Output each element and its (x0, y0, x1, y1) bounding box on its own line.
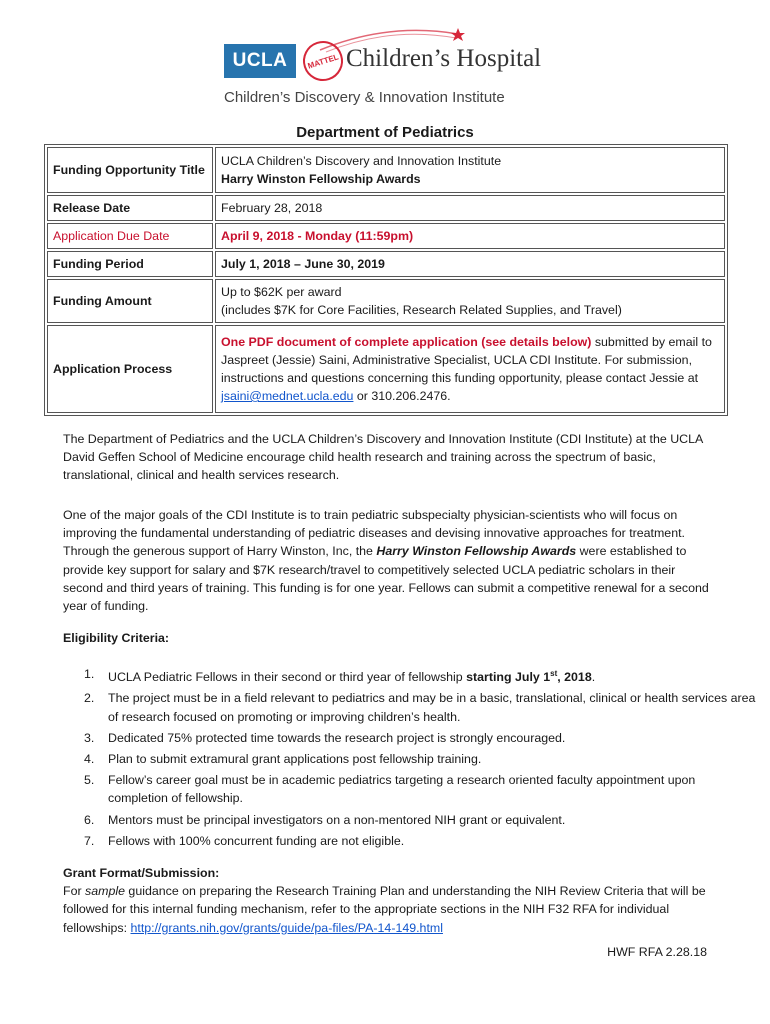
submission-text: submitted by email to Jaspreet (Jessie) Saini, Administrative Specialist, UCLA CDI Institute. For submission, instructions and questions concerning this funding opportunity, please contact Jessie at (221, 335, 712, 385)
nih-rfa-link[interactable]: http://grants.nih.gov/grants/guide/pa-files/PA-14-149.html (130, 920, 443, 935)
row-value (215, 325, 725, 413)
row-label: Funding Period (47, 251, 213, 277)
item-number: 1. (84, 667, 95, 681)
emphasis: sample (85, 884, 125, 899)
item-text: Plan to submit extramural grant applications post fellowship training. (108, 751, 482, 766)
row-label: Funding Amount (47, 279, 213, 323)
row-label: Release Date (47, 195, 213, 221)
ucla-logo: UCLA (224, 44, 296, 78)
title-line-1: UCLA Children’s Discovery and Innovation Institute (221, 154, 502, 168)
item-period: . (591, 670, 596, 685)
item-bold-end: , 2018 (557, 670, 592, 685)
item-text: Dedicated 75% protected time towards the research project is strongly encouraged. (108, 730, 566, 745)
grant-format-heading: Grant Format/Submission: (63, 866, 220, 880)
item-text: Fellows with 100% concurrent funding are not eligible. (108, 833, 405, 848)
row-label: Funding Opportunity Title (47, 147, 213, 193)
row-value: February 28, 2018 (215, 195, 725, 221)
item-number: 7. (84, 833, 95, 848)
text: guidance on preparing the Research Training Plan and understanding the NIH Review Criteria that will be followed for this internal funding mechanism, refer to the appropriate sections in the NIH F32 RFA for individual fellowships: (63, 884, 706, 935)
grant-format-section (63, 864, 713, 937)
list-item (84, 689, 758, 725)
text: One of the major goals of the CDI Institute is to train pediatric subspecialty physician-scientists who will focus on improving the fundamental understanding of pediatric diseases and devising innovative approaches for treatment. Through the generous support of Harry Winston, Inc, the (63, 508, 685, 559)
row-value: April 9, 2018 - Monday (11:59pm) (215, 223, 725, 249)
funding-info-table (44, 144, 728, 416)
item-number: 4. (84, 751, 95, 766)
table-row (47, 195, 725, 221)
pdf-instruction: One PDF document of complete application (see details below) (221, 335, 592, 349)
paragraph: The Department of Pediatrics and the UCLA Children’s Discovery and Innovation Institute (CDI Institute) at the UCLA David Geffen School of Medicine encourage child health research and training across the spectrum of basic, translational, clinical and health services research. (63, 432, 703, 483)
program-name: Harry Winston Fellowship Awards (376, 544, 577, 559)
page-title: Department of Pediatrics (296, 124, 474, 141)
table-row (47, 223, 725, 249)
amount-line-2: (includes $7K for Core Facilities, Research Related Supplies, and Travel) (221, 303, 622, 317)
item-number: 6. (84, 812, 95, 827)
row-value (215, 147, 725, 193)
list-item (84, 665, 758, 686)
row-value (215, 279, 725, 323)
list-item (84, 832, 758, 850)
text: For (63, 884, 86, 899)
amount-line-1: Up to $62K per award (221, 285, 342, 299)
table-row (47, 325, 725, 413)
list-item (84, 771, 758, 807)
table-row (47, 279, 725, 323)
list-item (84, 750, 758, 768)
mattel-logo: MATTEL (298, 36, 348, 86)
item-number: 5. (84, 773, 95, 788)
eligibility-heading: Eligibility Criteria: (63, 631, 170, 645)
item-text: Fellow’s career goal must be in academic pediatrics targeting a research oriented faculty appointment upon completion of fellowship. (108, 773, 696, 806)
superscript: st (550, 669, 558, 678)
paragraph (63, 506, 713, 615)
phone-text: or 310.206.2476. (353, 389, 451, 403)
item-text: The project must be in a field relevant to pediatrics and may be in a basic, translational, clinical or health services area of research focused on promoting or improving children’s health. (108, 691, 756, 724)
row-value: July 1, 2018 – June 30, 2019 (215, 251, 725, 277)
row-label: Application Due Date (47, 223, 213, 249)
document-code: HWF RFA 2.28.18 (607, 945, 707, 959)
list-item (84, 811, 758, 829)
item-number: 2. (84, 691, 95, 706)
table-row (47, 251, 725, 277)
hospital-name: Children’s Hospital (346, 45, 542, 72)
item-number: 3. (84, 730, 95, 745)
paragraph (63, 882, 713, 937)
item-text: Mentors must be principal investigators on a non-mentored NIH grant or equivalent. (108, 812, 566, 827)
text: were established to provide key support for salary and $7K research/travel to competitively selected UCLA pediatric scholars in their second and third years of training. This funding is for one year. Fellows can submit a competitive renewal for a second year of funding. (63, 544, 709, 614)
item-bold: starting July 1 (466, 670, 551, 685)
list-item (84, 729, 758, 747)
letterhead (0, 0, 770, 115)
institute-name: Children’s Discovery & Innovation Institute (224, 89, 505, 106)
eligibility-list (63, 665, 758, 853)
item-text: UCLA Pediatric Fellows in their second or third year of fellowship (108, 670, 467, 685)
email-link[interactable]: jsaini@mednet.ucla.edu (221, 389, 354, 403)
intro-paragraph (63, 430, 713, 485)
table-row (47, 147, 725, 193)
title-line-2: Harry Winston Fellowship Awards (221, 172, 421, 186)
goals-paragraph (63, 506, 713, 615)
row-label: Application Process (47, 325, 213, 413)
